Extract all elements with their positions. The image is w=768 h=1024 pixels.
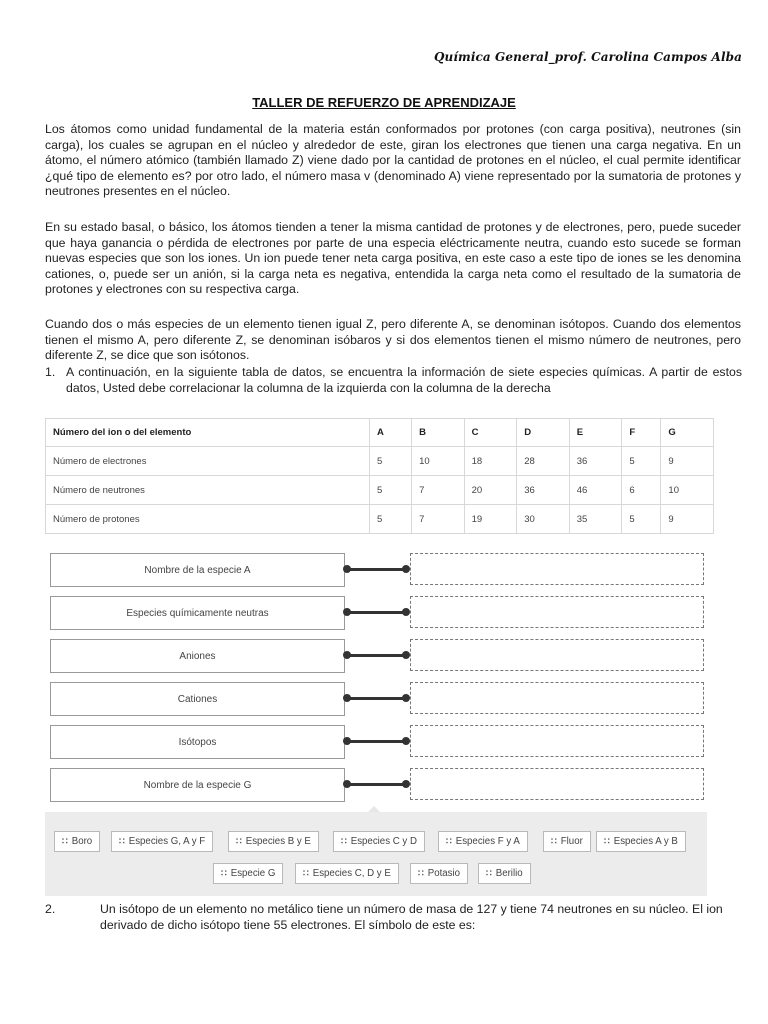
question-2-number: 2.	[45, 902, 56, 916]
option-label: Berilio	[495, 868, 523, 879]
table-row	[46, 505, 714, 534]
connector-dot	[343, 608, 351, 616]
species-data-table	[45, 418, 714, 534]
match-prompt: Nombre de la especie A	[50, 553, 345, 587]
match-prompt: Especies químicamente neutras	[50, 596, 345, 630]
connector-dot	[402, 737, 410, 745]
drop-zone[interactable]	[410, 725, 704, 757]
table-header-cell: C	[464, 419, 517, 447]
match-prompt: Cationes	[50, 682, 345, 716]
drag-handle-icon: ∷	[236, 836, 241, 846]
table-header-cell: Número del ion o del elemento	[46, 419, 370, 447]
paragraph-isotopes: Cuando dos o más especies de un elemento tienen igual Z, pero diferente A, se denominan isótopos. Cuando dos elementos tienen el mismo A, pero diferente Z, se denominan isóbaros y si dos elementos tienen el mismo número de neutrones, pero diferente Z, se dice que son isótonos.	[45, 317, 741, 362]
drag-handle-icon: ∷	[418, 868, 423, 878]
option-label: Potasio	[427, 868, 461, 879]
match-row	[50, 725, 710, 759]
table-header-cell: D	[517, 419, 570, 447]
connector-dot	[402, 565, 410, 573]
table-header-cell: G	[661, 419, 714, 447]
connector-dot	[343, 780, 351, 788]
drag-handle-icon: ∷	[341, 836, 346, 846]
drag-handle-icon: ∷	[486, 868, 491, 878]
connector-dot	[402, 694, 410, 702]
connector-dot	[343, 651, 351, 659]
table-cell: Número de neutrones	[46, 476, 370, 505]
table-row	[46, 447, 714, 476]
question-2-text: Un isótopo de un elemento no metálico tiene un número de masa de 127 y tiene 74 neutrones en su núcleo. El ion derivado de dicho isótopo tiene 55 electrones. El símbolo de este es:	[100, 902, 723, 932]
option-chip[interactable]	[333, 831, 425, 852]
drag-handle-icon: ∷	[551, 836, 556, 846]
option-label: Especies C, D y E	[312, 868, 391, 879]
match-prompt: Nombre de la especie G	[50, 768, 345, 802]
option-label: Especies C y D	[350, 836, 417, 847]
drag-handle-icon: ∷	[303, 868, 308, 878]
drag-handle-icon: ∷	[119, 836, 124, 846]
author-signature: Química General_prof. Carolina Campos Alba	[434, 50, 742, 64]
table-cell: 28	[517, 447, 570, 476]
paragraph-atoms: Los átomos como unidad fundamental de la materia están conformados por protones (con carga positiva), neutrones (sin carga), los cuales se agrupan en el núcleo y alrededor de este, giran los electrones que tienen una carga negativa. En un átomo, el número atómico (también llamado Z) viene dado por la cantidad de protones en el núcleo, el cual permite identificar ¿qué tipo de elemento es? por otro lado, el número masa v (denominado A) viene representado por la sumatoria de protones y neutrones presentes en el núcleo.	[45, 122, 741, 198]
match-prompt: Aniones	[50, 639, 345, 673]
table-cell: 9	[661, 447, 714, 476]
table-cell: 10	[412, 447, 465, 476]
table-header-cell: F	[622, 419, 661, 447]
match-row	[50, 682, 710, 716]
connector-line	[345, 783, 407, 786]
option-label: Boro	[71, 836, 93, 847]
table-header-cell: E	[569, 419, 622, 447]
table-row	[46, 476, 714, 505]
paragraph-ions: En su estado basal, o básico, los átomos tienden a tener la misma cantidad de protones y de electrones, pero, puede suceder que haya ganancia o pérdida de electrones por parte de una especia eléctricamente neutra, cuando esto sucede se forman nuevas especies que son los iones. Un ion puede tener neta carga positiva, en este caso a este tipo de iones se les denomina cationes, o, puede ser un anión, si la carga neta es negativa, entendida la carga neta como el resultado de la sumatoria de protones y electrones con su respectiva carga.	[45, 220, 741, 296]
drag-handle-icon: ∷	[604, 836, 609, 846]
connector-dot	[343, 565, 351, 573]
option-chip[interactable]	[295, 863, 399, 884]
connector-line	[345, 611, 407, 614]
connector-line	[345, 654, 407, 657]
table-cell: Número de protones	[46, 505, 370, 534]
option-chip[interactable]	[543, 831, 591, 852]
drag-handle-icon: ∷	[446, 836, 451, 846]
option-chip[interactable]	[438, 831, 528, 852]
answer-options-pool	[45, 812, 707, 896]
option-label: Especies B y E	[245, 836, 311, 847]
connector-dot	[343, 737, 351, 745]
option-label: Especie G	[230, 868, 276, 879]
connector-dot	[402, 780, 410, 788]
option-chip[interactable]	[228, 831, 319, 852]
match-row	[50, 768, 710, 802]
question-1-text: A continuación, en la siguiente tabla de datos, se encuentra la información de siete especies químicas. A partir de estos datos, Usted debe correlacionar la columna de la izquierda con la columna de la derecha	[66, 365, 742, 395]
table-cell: 5	[622, 505, 661, 534]
match-row	[50, 639, 710, 673]
option-chip[interactable]	[410, 863, 468, 884]
match-row	[50, 596, 710, 630]
drop-zone[interactable]	[410, 596, 704, 628]
table-header-cell: A	[370, 419, 412, 447]
match-prompt: Isótopos	[50, 725, 345, 759]
page-title: TALLER DE REFUERZO DE APRENDIZAJE	[252, 95, 516, 110]
drop-zone[interactable]	[410, 682, 704, 714]
table-header-row	[46, 419, 714, 447]
option-chip[interactable]	[111, 831, 213, 852]
table-cell: 7	[412, 476, 465, 505]
drag-handle-icon: ∷	[62, 836, 67, 846]
connector-line	[345, 568, 407, 571]
table-cell: 5	[370, 505, 412, 534]
table-cell: 5	[622, 447, 661, 476]
option-chip[interactable]	[54, 831, 100, 852]
drag-handle-icon: ∷	[221, 868, 226, 878]
table-cell: 35	[569, 505, 622, 534]
table-cell: 5	[370, 447, 412, 476]
match-row	[50, 553, 710, 587]
option-label: Especies F y A	[455, 836, 520, 847]
table-header-cell: B	[412, 419, 465, 447]
table-cell: 9	[661, 505, 714, 534]
drop-zone[interactable]	[410, 639, 704, 671]
question-1-number: 1.	[45, 365, 56, 379]
option-chip[interactable]	[478, 863, 531, 884]
connector-line	[345, 740, 407, 743]
table-cell: 20	[464, 476, 517, 505]
table-cell: 7	[412, 505, 465, 534]
option-label: Especies A y B	[613, 836, 678, 847]
table-cell: 19	[464, 505, 517, 534]
table-cell: 30	[517, 505, 570, 534]
drop-zone[interactable]	[410, 553, 704, 585]
connector-dot	[402, 651, 410, 659]
option-chip[interactable]	[596, 831, 686, 852]
option-chip[interactable]	[213, 863, 283, 884]
option-label: Especies G, A y F	[128, 836, 206, 847]
table-cell: 10	[661, 476, 714, 505]
table-cell: Número de electrones	[46, 447, 370, 476]
connector-dot	[402, 608, 410, 616]
table-cell: 18	[464, 447, 517, 476]
connector-line	[345, 697, 407, 700]
table-cell: 36	[517, 476, 570, 505]
drop-zone[interactable]	[410, 768, 704, 800]
table-cell: 46	[569, 476, 622, 505]
option-label: Fluor	[560, 836, 583, 847]
table-cell: 36	[569, 447, 622, 476]
table-cell: 5	[370, 476, 412, 505]
table-cell: 6	[622, 476, 661, 505]
connector-dot	[343, 694, 351, 702]
